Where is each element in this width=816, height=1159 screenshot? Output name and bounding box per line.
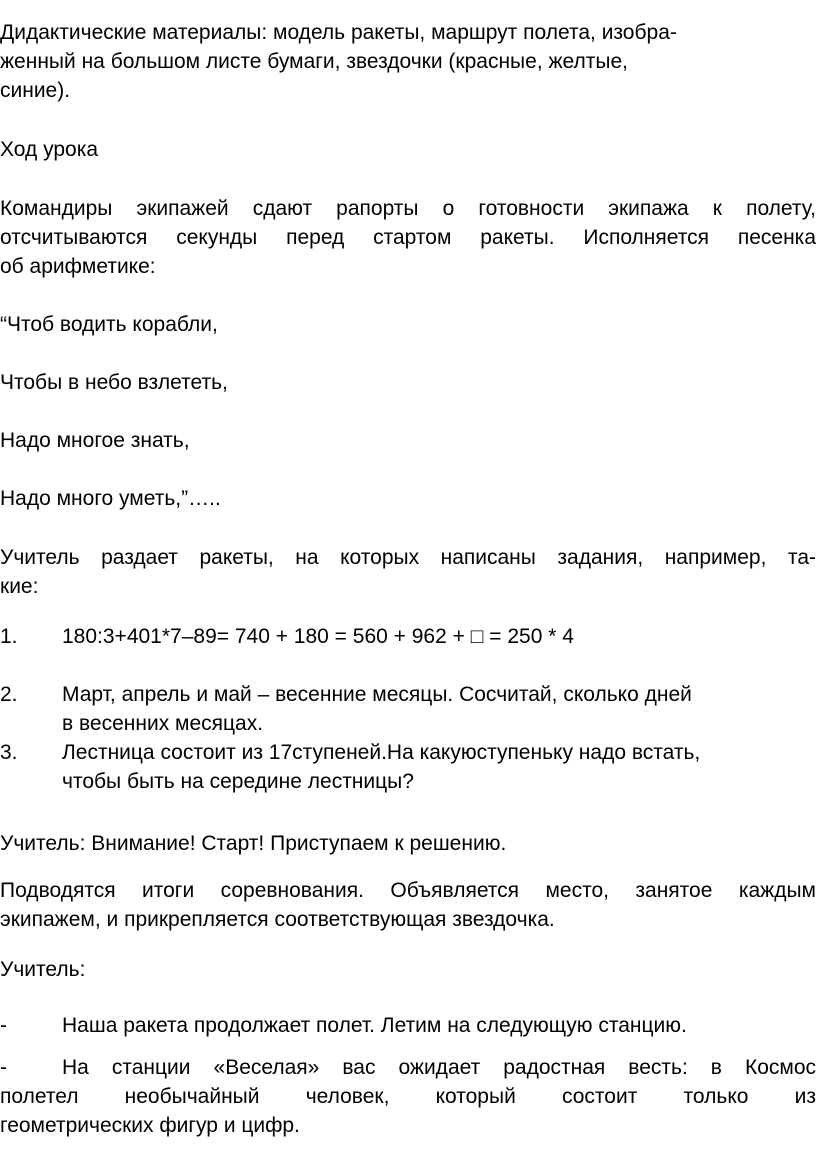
list-item-text: геометрических фигур и цифр. <box>0 1114 300 1137</box>
lesson-heading: Ход урока <box>0 138 99 161</box>
results-line-2: экипажем, и прикрепляется соответствующая звездочка. <box>0 908 555 931</box>
results-line-1: Подводятся итоги соревнования. Объявляется место, занятое каждым <box>0 879 816 902</box>
poem-line: Чтобы в небо взлететь, <box>0 371 228 394</box>
poem-line: “Чтоб водить корабли, <box>0 313 218 336</box>
teacher-rockets-line-2: кие: <box>0 575 39 598</box>
list-item-text: На станции «Веселая» вас ожидает радостная весть: в Космос <box>62 1056 816 1079</box>
materials-line-2: женный на большом листе бумаги, звездочки (красные, желтые, <box>0 50 629 73</box>
teacher-rockets-line-1: Учитель раздает ракеты, на которых написаны задания, например, та- <box>0 546 816 569</box>
commanders-line-2: отсчитываются секунды перед стартом ракеты. Исполняется песенка <box>0 226 816 249</box>
list-item-dash: - <box>0 1014 7 1037</box>
teacher-start-paragraph: Учитель: Внимание! Старт! Приступаем к решению. <box>0 832 507 855</box>
poem-line: Надо много уметь,”….. <box>0 487 221 510</box>
materials-line-3: синие). <box>0 79 71 102</box>
list-item-text: полетел необычайный человек, который состоит только из <box>0 1085 816 1108</box>
list-item-number: 3. <box>0 741 18 764</box>
list-item-number: 2. <box>0 683 18 706</box>
commanders-line-3: об арифметике: <box>0 255 156 278</box>
list-item-text: в весенних месяцах. <box>62 712 264 735</box>
list-item-text: чтобы быть на середине лестницы? <box>62 770 414 793</box>
list-item-number: 1. <box>0 625 18 648</box>
list-item-dash: - <box>0 1056 7 1079</box>
materials-line-1: Дидактические материалы: модель ракеты, маршрут полета, изобра- <box>0 21 677 44</box>
commanders-line-1: Командиры экипажей сдают рапорты о готовности экипажа к полету, <box>0 197 816 220</box>
poem-line: Надо многое знать, <box>0 429 190 452</box>
list-item-text: Лестница состоит из 17ступеней.На какуюступеньку надо встать, <box>62 741 701 764</box>
list-item-text: Наша ракета продолжает полет. Летим на следующую станцию. <box>62 1014 687 1037</box>
teacher-label: Учитель: <box>0 958 86 981</box>
list-item-text: Март, апрель и май – весенние месяцы. Сосчитай, сколько дней <box>62 683 692 706</box>
list-item-text: 180:3+401*7–89= 740 + 180 = 560 + 962 + □ = 250 * 4 <box>62 625 574 648</box>
